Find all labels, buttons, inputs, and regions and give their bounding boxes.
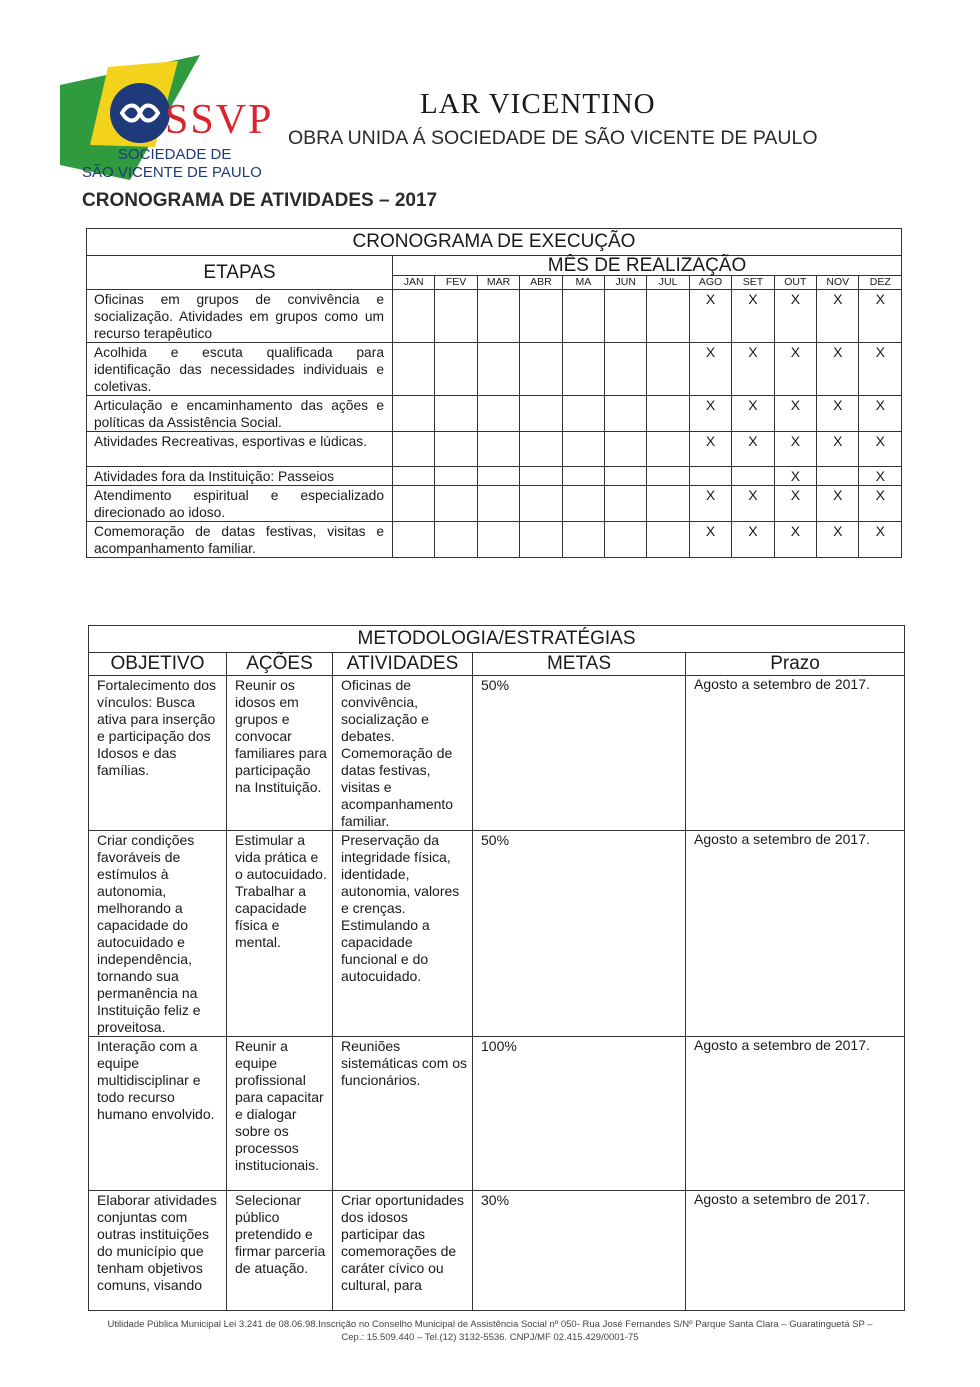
- month-mark-cell: [477, 396, 519, 432]
- cronograma-row: [87, 522, 902, 558]
- month-mark-cell: [605, 290, 647, 343]
- cronograma-row: [87, 343, 902, 396]
- month-mark-cell: X: [732, 432, 774, 467]
- month-mark-cell: X: [689, 396, 731, 432]
- month-mark-cell: X: [817, 486, 859, 522]
- cronograma-row: [87, 396, 902, 432]
- month-mark-cell: X: [689, 343, 731, 396]
- month-mark-cell: X: [774, 343, 816, 396]
- month-mark-cell: [520, 486, 562, 522]
- metodologia-row: [89, 831, 905, 1037]
- month-mark-cell: [647, 396, 689, 432]
- cronograma-row: [87, 432, 902, 467]
- etapa-cell: Comemoração de datas festivas, visitas e acompanhamento familiar.: [87, 522, 393, 558]
- metas-cell: 50%: [473, 676, 686, 831]
- acoes-cell: Reunir os idosos em grupos e convocar familiares para participação na Instituição.: [227, 676, 333, 831]
- month-mark-cell: X: [817, 522, 859, 558]
- atividades-cell: Criar oportunidades dos idosos participar das comemorações de caráter cívico ou cultural, para: [333, 1191, 473, 1311]
- metodologia-row: [89, 676, 905, 831]
- month-mark-cell: [435, 396, 477, 432]
- month-mark-cell: X: [859, 522, 902, 558]
- month-mark-cell: X: [774, 290, 816, 343]
- month-mark-cell: X: [732, 486, 774, 522]
- col-atividades: ATIVIDADES: [333, 653, 473, 676]
- cronograma-caption: CRONOGRAMA DE EXECUÇÃO: [87, 229, 902, 256]
- month-mark-cell: [393, 467, 435, 486]
- month-mark-cell: [562, 486, 604, 522]
- month-header-set: SET: [732, 276, 774, 290]
- month-mark-cell: [562, 396, 604, 432]
- month-mark-cell: [520, 343, 562, 396]
- metas-cell: 100%: [473, 1037, 686, 1191]
- month-mark-cell: X: [689, 486, 731, 522]
- atividades-cell: Preservação da integridade física, identidade, autonomia, valores e crenças. Estimulando a capacidade funcional e do autocuidado.: [333, 831, 473, 1037]
- month-mark-cell: [393, 522, 435, 558]
- col-acoes: AÇÕES: [227, 653, 333, 676]
- col-objetivo: OBJETIVO: [89, 653, 227, 676]
- month-mark-cell: [520, 467, 562, 486]
- month-mark-cell: [562, 343, 604, 396]
- atividades-cell: Reuniões sistemáticas com os funcionários.: [333, 1037, 473, 1191]
- month-mark-cell: [605, 343, 647, 396]
- month-mark-cell: [817, 467, 859, 486]
- month-mark-cell: X: [774, 432, 816, 467]
- month-mark-cell: X: [732, 522, 774, 558]
- footer-line1: Utilidade Pública Municipal Lei 3.241 de 08.06.98.Inscrição no Conselho Municipal de Assistência Social nº 050- Rua José Fernandes S/Nº Parque Santa Clara – Guaratinguetá SP –: [107, 1319, 873, 1330]
- metodologia-row: [89, 1191, 905, 1311]
- etapa-cell: Articulação e encaminhamento das ações e políticas da Assistência Social.: [87, 396, 393, 432]
- objetivo-cell: Elaborar atividades conjuntas com outras instituições do município que tenham objetivos comuns, visando: [89, 1191, 227, 1311]
- month-mark-cell: X: [859, 396, 902, 432]
- acoes-cell: Selecionar público pretendido e firmar parceria de atuação.: [227, 1191, 333, 1311]
- month-mark-cell: [605, 467, 647, 486]
- month-mark-cell: X: [774, 467, 816, 486]
- month-mark-cell: [393, 432, 435, 467]
- month-mark-cell: [435, 432, 477, 467]
- month-header-ma: MA: [562, 276, 604, 290]
- month-mark-cell: [393, 396, 435, 432]
- page-title: LAR VICENTINO: [420, 88, 656, 120]
- month-mark-cell: [477, 290, 519, 343]
- cronograma-row: [87, 486, 902, 522]
- cronograma-row: [87, 467, 902, 486]
- cronograma-row: [87, 290, 902, 343]
- prazo-cell: Agosto a setembro de 2017.: [686, 831, 905, 1037]
- month-mark-cell: [477, 467, 519, 486]
- prazo-cell: Agosto a setembro de 2017.: [686, 676, 905, 831]
- etapa-cell: Atividades Recreativas, esportivas e lúdicas.: [87, 432, 393, 467]
- month-mark-cell: X: [689, 432, 731, 467]
- month-mark-cell: [647, 432, 689, 467]
- month-mark-cell: [435, 343, 477, 396]
- metodologia-row: [89, 1037, 905, 1191]
- metas-cell: 30%: [473, 1191, 686, 1311]
- prazo-cell: Agosto a setembro de 2017.: [686, 1191, 905, 1311]
- objetivo-cell: Criar condições favoráveis de estímulos à autonomia, melhorando a capacidade do autocuidado e independência, tornando sua permanência na Instituição feliz e proveitosa.: [89, 831, 227, 1037]
- month-mark-cell: [477, 432, 519, 467]
- month-header-ago: AGO: [689, 276, 731, 290]
- metodologia-caption: METODOLOGIA/ESTRATÉGIAS: [89, 626, 905, 653]
- month-mark-cell: [520, 432, 562, 467]
- month-mark-cell: X: [774, 522, 816, 558]
- cronograma-body: [87, 290, 902, 558]
- month-header-jul: JUL: [647, 276, 689, 290]
- metas-cell: 50%: [473, 831, 686, 1037]
- logo-caption-line2: SÃO VICENTE DE PAULO: [82, 164, 262, 181]
- month-header-dez: DEZ: [859, 276, 902, 290]
- month-mark-cell: [520, 290, 562, 343]
- objetivo-cell: Fortalecimento dos vínculos: Busca ativa para inserção e participação dos Idosos e das famílias.: [89, 676, 227, 831]
- acoes-cell: Estimular a vida prática e o autocuidado. Trabalhar a capacidade física e mental.: [227, 831, 333, 1037]
- month-mark-cell: [605, 432, 647, 467]
- month-header-abr: ABR: [520, 276, 562, 290]
- month-mark-cell: [647, 522, 689, 558]
- month-mark-cell: [605, 486, 647, 522]
- month-mark-cell: [393, 290, 435, 343]
- mes-header: MÊS DE REALIZAÇÃO: [393, 256, 902, 276]
- month-mark-cell: X: [859, 290, 902, 343]
- month-mark-cell: [605, 396, 647, 432]
- footer-line2: Cep.: 15.509.440 – Tel.(12) 3132-5536. CNPJ/MF 02.415.429/0001-75: [341, 1332, 639, 1343]
- metodologia-body: [89, 676, 905, 1311]
- month-mark-cell: [393, 486, 435, 522]
- month-mark-cell: X: [817, 396, 859, 432]
- document-title: CRONOGRAMA DE ATIVIDADES – 2017: [82, 190, 438, 211]
- month-mark-cell: [562, 290, 604, 343]
- month-mark-cell: [477, 522, 519, 558]
- month-mark-cell: [647, 290, 689, 343]
- month-mark-cell: X: [859, 343, 902, 396]
- month-header-nov: NOV: [817, 276, 859, 290]
- month-mark-cell: [647, 467, 689, 486]
- etapa-cell: Atividades fora da Instituição: Passeios: [87, 467, 393, 486]
- month-header-mar: MAR: [477, 276, 519, 290]
- etapa-cell: Oficinas em grupos de convivência e socialização. Atividades em grupos como um recurso terapêutico: [87, 290, 393, 343]
- month-mark-cell: X: [689, 522, 731, 558]
- month-mark-cell: X: [732, 343, 774, 396]
- month-mark-cell: [435, 486, 477, 522]
- month-mark-cell: X: [732, 396, 774, 432]
- month-mark-cell: [435, 290, 477, 343]
- month-mark-cell: [562, 432, 604, 467]
- month-mark-cell: X: [689, 290, 731, 343]
- month-mark-cell: [477, 486, 519, 522]
- etapa-cell: Atendimento espiritual e especializado direcionado ao idoso.: [87, 486, 393, 522]
- prazo-cell: Agosto a setembro de 2017.: [686, 1037, 905, 1191]
- month-mark-cell: [435, 467, 477, 486]
- month-mark-cell: [393, 343, 435, 396]
- metodologia-table: [88, 625, 905, 1311]
- month-header-jan: JAN: [393, 276, 435, 290]
- month-mark-cell: [689, 467, 731, 486]
- month-mark-cell: [562, 522, 604, 558]
- month-mark-cell: [520, 396, 562, 432]
- month-mark-cell: [647, 486, 689, 522]
- month-mark-cell: [477, 343, 519, 396]
- month-mark-cell: [647, 343, 689, 396]
- cronograma-table: [86, 228, 902, 558]
- month-mark-cell: [520, 522, 562, 558]
- month-mark-cell: X: [859, 467, 902, 486]
- month-mark-cell: X: [859, 432, 902, 467]
- month-mark-cell: X: [732, 290, 774, 343]
- month-mark-cell: X: [817, 432, 859, 467]
- objetivo-cell: Interação com a equipe multidisciplinar e todo recurso humano envolvido.: [89, 1037, 227, 1191]
- month-mark-cell: [605, 522, 647, 558]
- month-mark-cell: [562, 467, 604, 486]
- etapa-cell: Acolhida e escuta qualificada para identificação das necessidades individuais e coletivas.: [87, 343, 393, 396]
- month-mark-cell: X: [774, 486, 816, 522]
- page-subtitle: OBRA UNIDA Á SOCIEDADE DE SÃO VICENTE DE PAULO: [288, 127, 818, 149]
- month-header-jun: JUN: [605, 276, 647, 290]
- atividades-cell: Oficinas de convivência, socialização e debates. Comemoração de datas festivas, visitas e acompanhamento familiar.: [333, 676, 473, 831]
- month-mark-cell: X: [774, 396, 816, 432]
- col-metas: METAS: [473, 653, 686, 676]
- acoes-cell: Reunir a equipe profissional para capacitar e dialogar sobre os processos institucionais.: [227, 1037, 333, 1191]
- ssvp-logo-text: SSVP: [165, 97, 274, 143]
- month-mark-cell: X: [859, 486, 902, 522]
- logo-caption-line1: SOCIEDADE DE: [118, 146, 232, 163]
- month-mark-cell: X: [817, 343, 859, 396]
- month-mark-cell: [732, 467, 774, 486]
- month-mark-cell: [435, 522, 477, 558]
- month-mark-cell: X: [817, 290, 859, 343]
- month-header-out: OUT: [774, 276, 816, 290]
- month-header-fev: FEV: [435, 276, 477, 290]
- col-prazo: Prazo: [686, 653, 905, 676]
- etapas-header: ETAPAS: [87, 256, 393, 290]
